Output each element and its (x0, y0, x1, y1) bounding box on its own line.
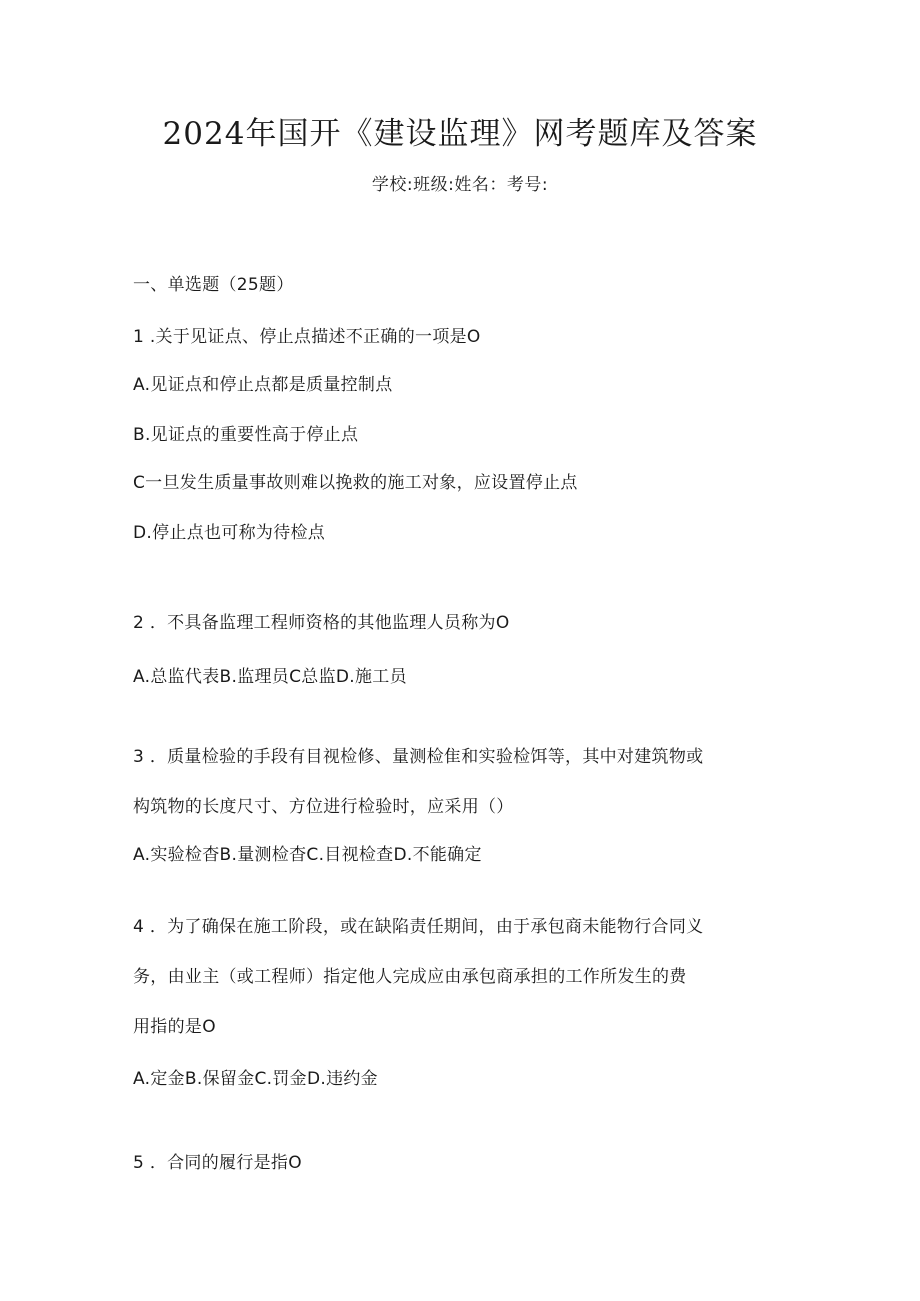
question-1-option-d: D.停止点也可称为待检点 (133, 523, 326, 543)
question-1-option-b: B.见证点的重要性高于停止点 (133, 425, 359, 445)
question-3-stem-line-2: 构筑物的长度尺寸、方位进行检验时，应采用（） (133, 797, 514, 817)
question-4-stem-line-2: 务，由业主（或工程师）指定他人完成应由承包商承担的工作所发生的费 (133, 967, 687, 987)
page-title: 2024年国开《建设监理》网考题库及答案 (162, 116, 758, 152)
question-1-option-a: A.见证点和停止点都是质量控制点 (133, 375, 393, 395)
question-4-stem-line-3: 用指的是O (133, 1017, 216, 1037)
question-4-options: A.定金B.保留金C.罚金D.违约金 (133, 1069, 378, 1089)
student-info-line: 学校:班级:姓名：考号: (371, 175, 549, 195)
section-heading: 一、单选题（25题） (133, 275, 294, 295)
question-2-stem: 2 ．不具备监理工程师资格的其他监理人员称为O (133, 613, 510, 633)
question-5-stem: 5 ．合同的履行是指O (133, 1153, 302, 1173)
question-3-options: A.实验检杳B.量测检杳C.目视检查D.不能确定 (133, 845, 482, 865)
question-3-stem-line-1: 3 ．质量检验的手段有目视检修、量测检隹和实验检饵等，其中对建筑物或 (133, 747, 704, 767)
question-1-option-c: C一旦发生质量事故则难以挽救的施工对象，应设置停止点 (133, 473, 578, 493)
question-2-options: A.总监代表B.监理员C总监D.施工员 (133, 667, 407, 687)
question-1-stem: 1 .关于见证点、停止点描述不正确的一项是O (133, 327, 481, 347)
question-4-stem-line-1: 4 ．为了确保在施工阶段，或在缺陷责任期间，由于承包商未能物行合同义 (133, 917, 704, 937)
